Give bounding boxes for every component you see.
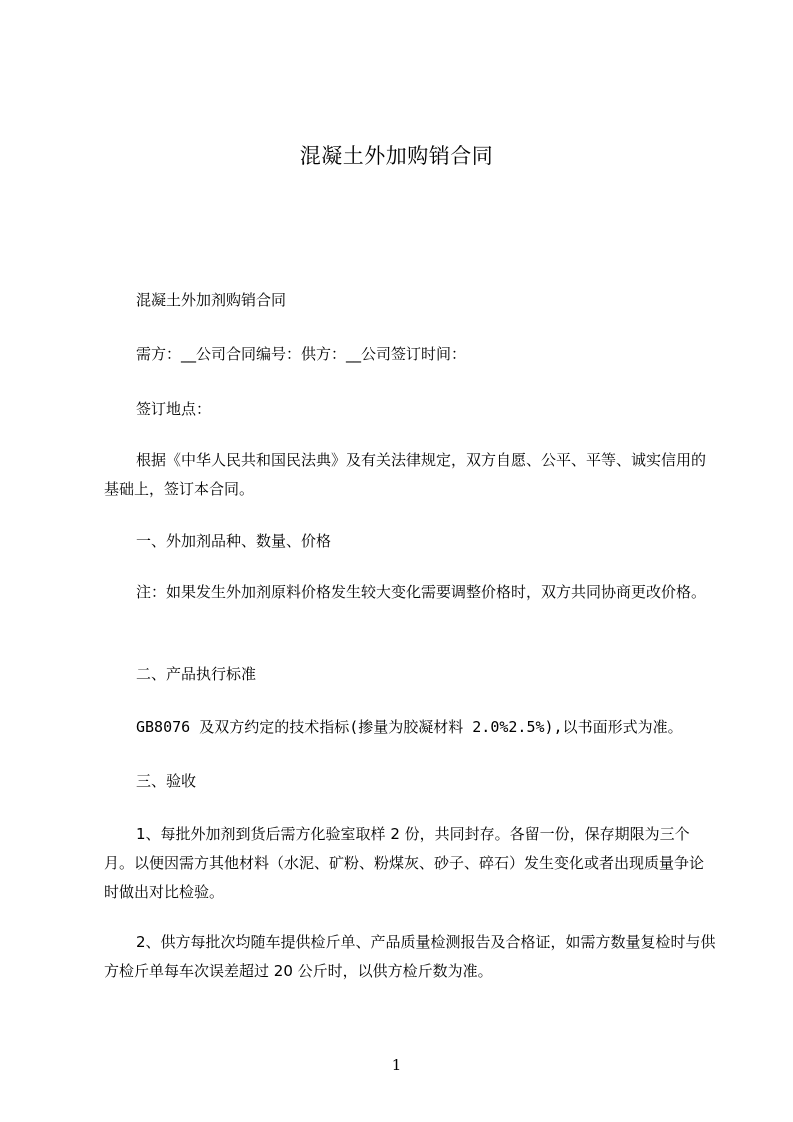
paragraph-parties: [104, 340, 716, 369]
page-title: 混凝土外加购销合同: [299, 144, 494, 168]
paragraph-preamble: [104, 446, 716, 504]
heading-text: 二、产品执行标准: [136, 665, 257, 683]
paragraph-text: 混凝土外加剂购销合同: [136, 291, 287, 309]
paragraph-text: GB8076 及双方约定的技术指标(掺量为胶凝材料 2.0%2.5%),以书面形式为准。: [136, 718, 683, 736]
page-number: 1: [391, 1056, 402, 1074]
section-heading-2: [104, 660, 716, 689]
paragraph-price-note: [104, 578, 716, 607]
paragraph-text: 注：如果发生外加剂原料价格发生较大变化需要调整价格时，双方共同协商更改价格。: [136, 583, 707, 601]
paragraph-subtitle: [104, 286, 716, 315]
section-heading-3: [104, 767, 716, 796]
paragraph-text: 2、供方每批次均随车提供检斤单、产品质量检测报告及合格证，如需方数量复检时与供方检斤单每车次误差超过 20 公斤时，以供方检斤数为准。: [104, 933, 716, 980]
paragraph-text: 签订地点：: [136, 400, 212, 418]
paragraph-text: 1、每批外加剂到货后需方化验室取样 2 份，共同封存。各留一份，保存期限为三个月。以便因需方其他材料（水泥、矿粉、粉煤灰、砂子、碎石）发生变化或者出现质量争论时做出对比检验。: [104, 825, 705, 901]
paragraph-text: 需方：__公司合同编号：供方：__公司签订时间：: [136, 345, 467, 363]
paragraph-acceptance-2: [104, 928, 716, 986]
paragraph-standard: [104, 713, 716, 742]
heading-text: 一、外加剂品种、数量、价格: [136, 532, 332, 550]
paragraph-signing-place: [104, 395, 716, 424]
paragraph-acceptance-1: [104, 820, 716, 907]
heading-text: 三、验收: [136, 772, 197, 790]
section-heading-1: [104, 527, 716, 556]
paragraph-text: 根据《中华人民共和国民法典》及有关法律规定，双方自愿、公平、平等、诚实信用的基础上，签订本合同。: [104, 451, 707, 498]
